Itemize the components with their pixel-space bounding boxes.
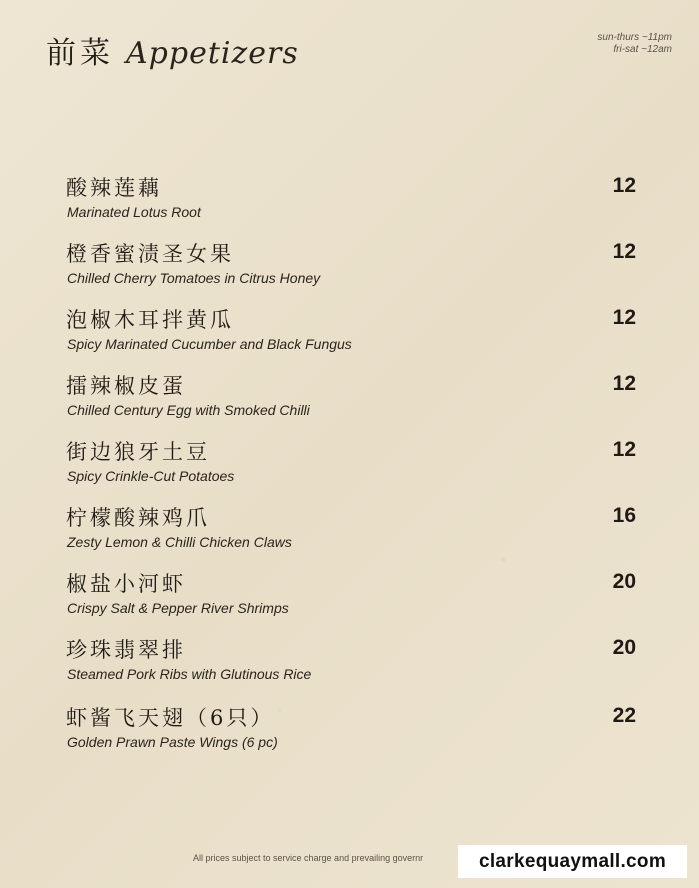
menu-item [66, 698, 636, 758]
item-name-english: Zesty Lemon & Chilli Chicken Claws [67, 534, 292, 550]
opening-hours [597, 32, 672, 56]
hours-weekday: sun-thurs ~11pm [597, 32, 672, 43]
item-name-english: Crispy Salt & Pepper River Shrimps [67, 600, 289, 616]
menu-item [66, 168, 636, 228]
menu-item [66, 234, 636, 294]
item-price: 12 [612, 174, 636, 197]
item-name-english: Golden Prawn Paste Wings (6 pc) [67, 734, 278, 750]
item-name-chinese: 擂辣椒皮蛋 [66, 374, 186, 398]
item-name-chinese: 街边狼牙土豆 [66, 440, 210, 464]
item-name-chinese: 珍珠翡翠排 [66, 638, 186, 662]
item-name-chinese: 橙香蜜渍圣女果 [66, 242, 234, 266]
price-disclaimer: All prices subject to service charge and prevailing governr [193, 853, 424, 863]
section-title-chinese: 前菜 [46, 36, 114, 71]
item-name-english: Chilled Century Egg with Smoked Chilli [67, 402, 310, 418]
item-name-english: Marinated Lotus Root [67, 204, 201, 220]
item-price: 20 [612, 570, 636, 593]
item-name-chinese: 酸辣莲藕 [66, 176, 162, 200]
menu-item [66, 432, 636, 492]
hours-weekend: fri-sat ~12am [613, 44, 672, 55]
menu-item [66, 366, 636, 426]
menu-item [66, 564, 636, 624]
item-price: 16 [612, 504, 636, 527]
menu-item [66, 498, 636, 558]
menu-item [66, 300, 636, 360]
item-name-chinese: 泡椒木耳拌黄瓜 [66, 308, 234, 332]
item-price: 22 [612, 704, 636, 727]
item-name-chinese: 虾酱飞天翅（6只） [66, 706, 275, 730]
item-name-english: Spicy Marinated Cucumber and Black Fungus [67, 336, 352, 352]
menu-header [46, 28, 299, 72]
item-name-english: Spicy Crinkle-Cut Potatoes [67, 468, 235, 484]
item-name-chinese: 柠檬酸辣鸡爪 [66, 506, 210, 530]
item-price: 12 [612, 372, 636, 395]
source-watermark: clarkequaymall.com [458, 845, 687, 878]
item-price: 12 [612, 306, 636, 329]
item-name-english: Steamed Pork Ribs with Glutinous Rice [67, 666, 312, 682]
item-price: 20 [612, 636, 636, 659]
section-title-english: Appetizers [126, 36, 299, 71]
menu-item [66, 630, 636, 690]
item-price: 12 [612, 438, 636, 461]
item-name-chinese: 椒盐小河虾 [66, 572, 186, 596]
item-price: 12 [612, 240, 636, 263]
item-name-english: Chilled Cherry Tomatoes in Citrus Honey [67, 270, 321, 286]
